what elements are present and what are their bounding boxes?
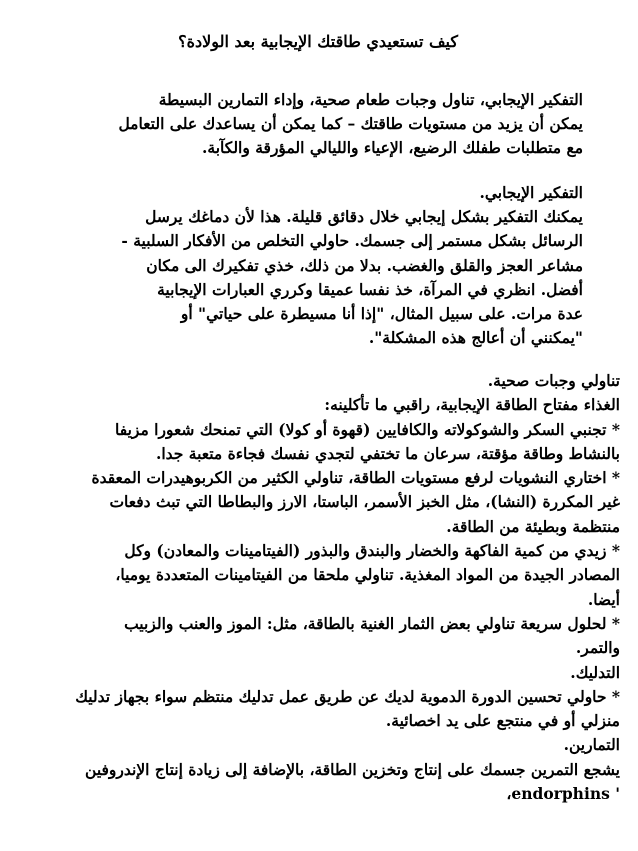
text-line: بالنشاط وطاقة مؤقتة، سرعان ما تختفي لتجدي نفسك فجاءة متعبة جدا. xyxy=(155,443,620,463)
bullet-line: * لحلول سريعة تناولي بعض الثمار الغنية بالطاقة، مثل: الموز والعنب والزبيب xyxy=(124,613,620,633)
text-line: يشجع التمرين جسمك على إنتاج وتخزين الطاقة، بالإضافة إلى زيادة إنتاج الإندروفين xyxy=(85,759,620,779)
text-line: ' endorphins، xyxy=(506,784,620,804)
text-line: الغذاء مفتاح الطاقة الإيجابية، راقبي ما تأكلينه: xyxy=(324,395,620,415)
text-line: مشاعر العجز والقلق والغضب. بدلا من ذلك، خذي تفكيرك الى مكان xyxy=(146,255,583,275)
text-line: "يمكنني أن أعالج هذه المشكلة". xyxy=(368,328,583,348)
text-line: والتمر. xyxy=(575,638,620,658)
text-line: الرسائل بشكل مستمر إلى جسمك. حاولي التخلص من الأفكار السلبية - xyxy=(121,231,583,251)
bullet-line: * تجنبي السكر والشوكولاته والكافايين (قهوة أو كولا) التي تمنحك شعورا مزيفا xyxy=(115,419,620,439)
text-line: أيضا. xyxy=(587,589,620,609)
section-heading: التدليك. xyxy=(570,662,620,682)
text-line: المصادر الجيدة من المواد المغذية. تناولي ملحقا من الفيتامينات المتعددة يوميا، xyxy=(115,565,620,585)
section-heading: التمارين. xyxy=(563,735,620,755)
positive-thinking-section xyxy=(121,181,583,350)
text-line: أفضل. انظري في المرآة، خذ نفسا عميقا وكرري العبارات الإيجابية xyxy=(157,279,583,299)
section-heading: تناولي وجبات صحية. xyxy=(487,371,620,390)
intro-line: التفكير الإيجابي، تناول وجبات طعام صحية، وإداء التمارين البسيطة xyxy=(158,90,583,109)
section-heading: التفكير الإيجابي. xyxy=(479,183,583,202)
intro-paragraph xyxy=(118,88,583,161)
text-line: غير المكررة (النشا)، مثل الخبز الأسمر، الباستا، الارز والبطاطا التي تبث دفعات xyxy=(109,492,620,512)
bullet-line: * حاولي تحسين الدورة الدموية لديك عن طريق عمل تدليك منتظم سواء بجهاز تدليك xyxy=(75,686,620,706)
page-title: كيف تستعيدي طاقتك الإيجابية بعد الولادة؟ xyxy=(178,32,458,51)
text-line: عدة مرات. على سبيل المثال، "إذا أنا مسيطرة على حياتي" أو xyxy=(180,303,583,323)
intro-line: مع متطلبات طفلك الرضيع، الإعياء والليالي المؤرقة والكآبة. xyxy=(202,138,583,158)
text-line: منتظمة وبطيئة من الطاقة. xyxy=(446,516,620,536)
bullet-line: * اختاري النشويات لرفع مستويات الطاقة، تناولي الكثير من الكربوهيدرات المعقدة xyxy=(91,468,620,488)
healthy-meals-section xyxy=(75,369,620,806)
text-line: منزلي أو في منتجع على يد اخصائية. xyxy=(385,711,620,731)
text-line: يمكنك التفكير بشكل إيجابي خلال دقائق قليلة. هذا لأن دماغك يرسل xyxy=(145,207,583,227)
bullet-line: * زيدي من كمية الفاكهة والخضار والبندق والبذور (الفيتامينات والمعادن) وكل xyxy=(124,541,620,561)
intro-line: يمكن أن يزيد من مستويات طاقتك – كما يمكن أن يساعدك على التعامل xyxy=(118,114,583,134)
